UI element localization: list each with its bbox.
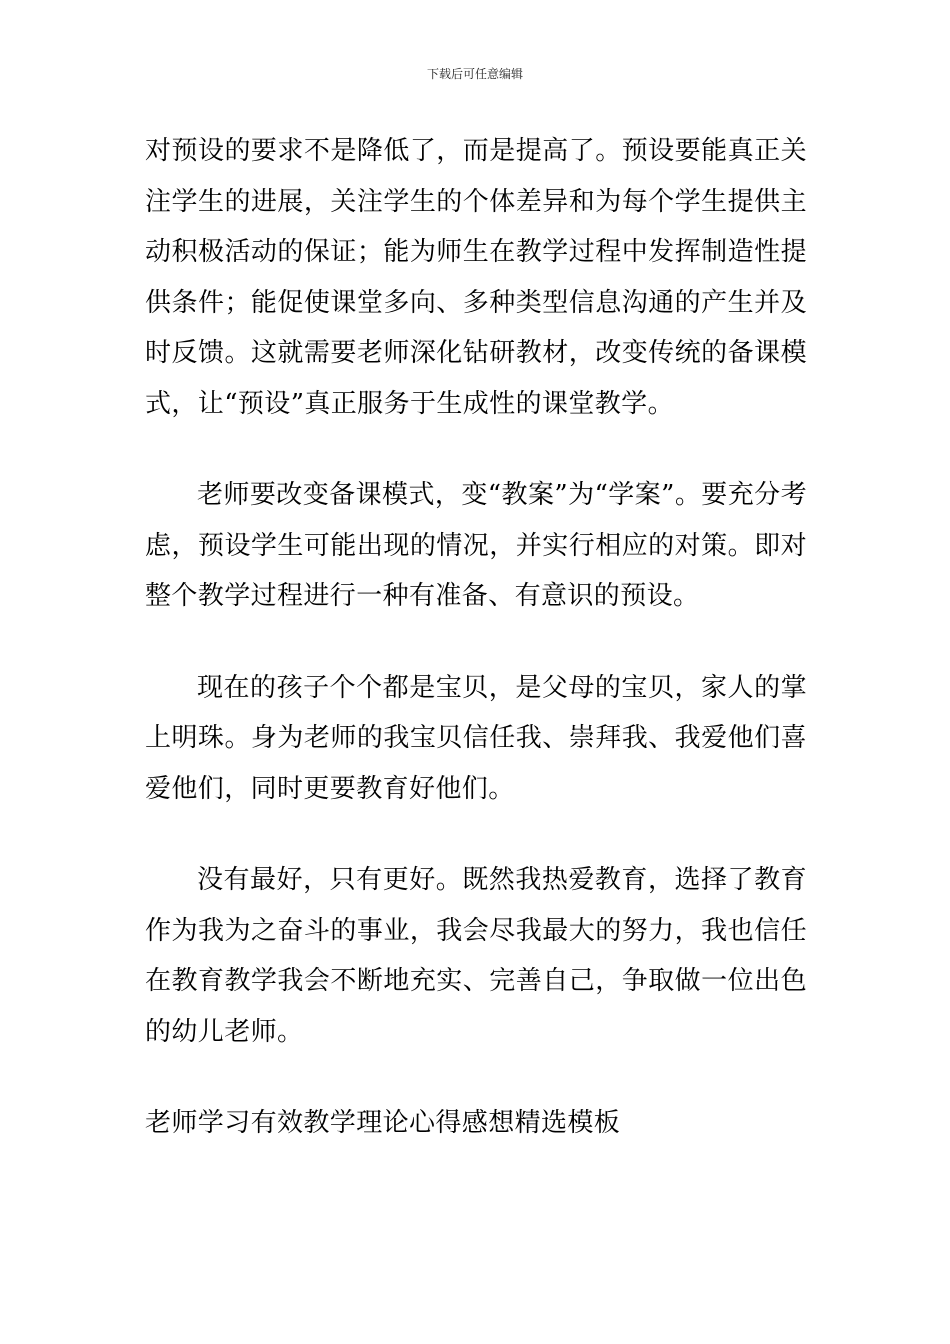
section-title: 老师学习有效教学理论心得感想精选模板 xyxy=(145,1108,621,1138)
paragraph-3: 现在的孩子个个都是宝贝，是父母的宝贝，家人的掌上明珠。身为老师的我宝贝信任我、崇拜我、我爱他们喜爱他们，同时更要教育好他们。 xyxy=(145,672,807,804)
paragraph-2: 老师要改变备课模式，变“教案”为“学案”。要充分考虑，预设学生可能出现的情况，并实行相应的对策。即对整个教学过程进行一种有准备、有意识的预设。 xyxy=(145,480,807,611)
document-body xyxy=(145,126,807,1149)
paragraph-1: 对预设的要求不是降低了，而是提高了。预设要能真正关注学生的进展，关注学生的个体差异和为每个学生提供主动积极活动的保证；能为师生在教学过程中发挥制造性提供条件；能促使课堂多向、多种类型信息沟通的产生并及时反馈。这就需要老师深化钻研教材，改变传统的备课模式，让“预设”真正服务于生成性的课堂教学。 xyxy=(145,136,807,419)
page-header-note: 下载后可任意编辑 xyxy=(426,67,523,81)
paragraph-4: 没有最好，只有更好。既然我热爱教育，选择了教育作为我为之奋斗的事业，我会尽我最大的努力，我也信任在教育教学我会不断地充实、完善自己，争取做一位出色的幼儿老师。 xyxy=(145,865,807,1047)
